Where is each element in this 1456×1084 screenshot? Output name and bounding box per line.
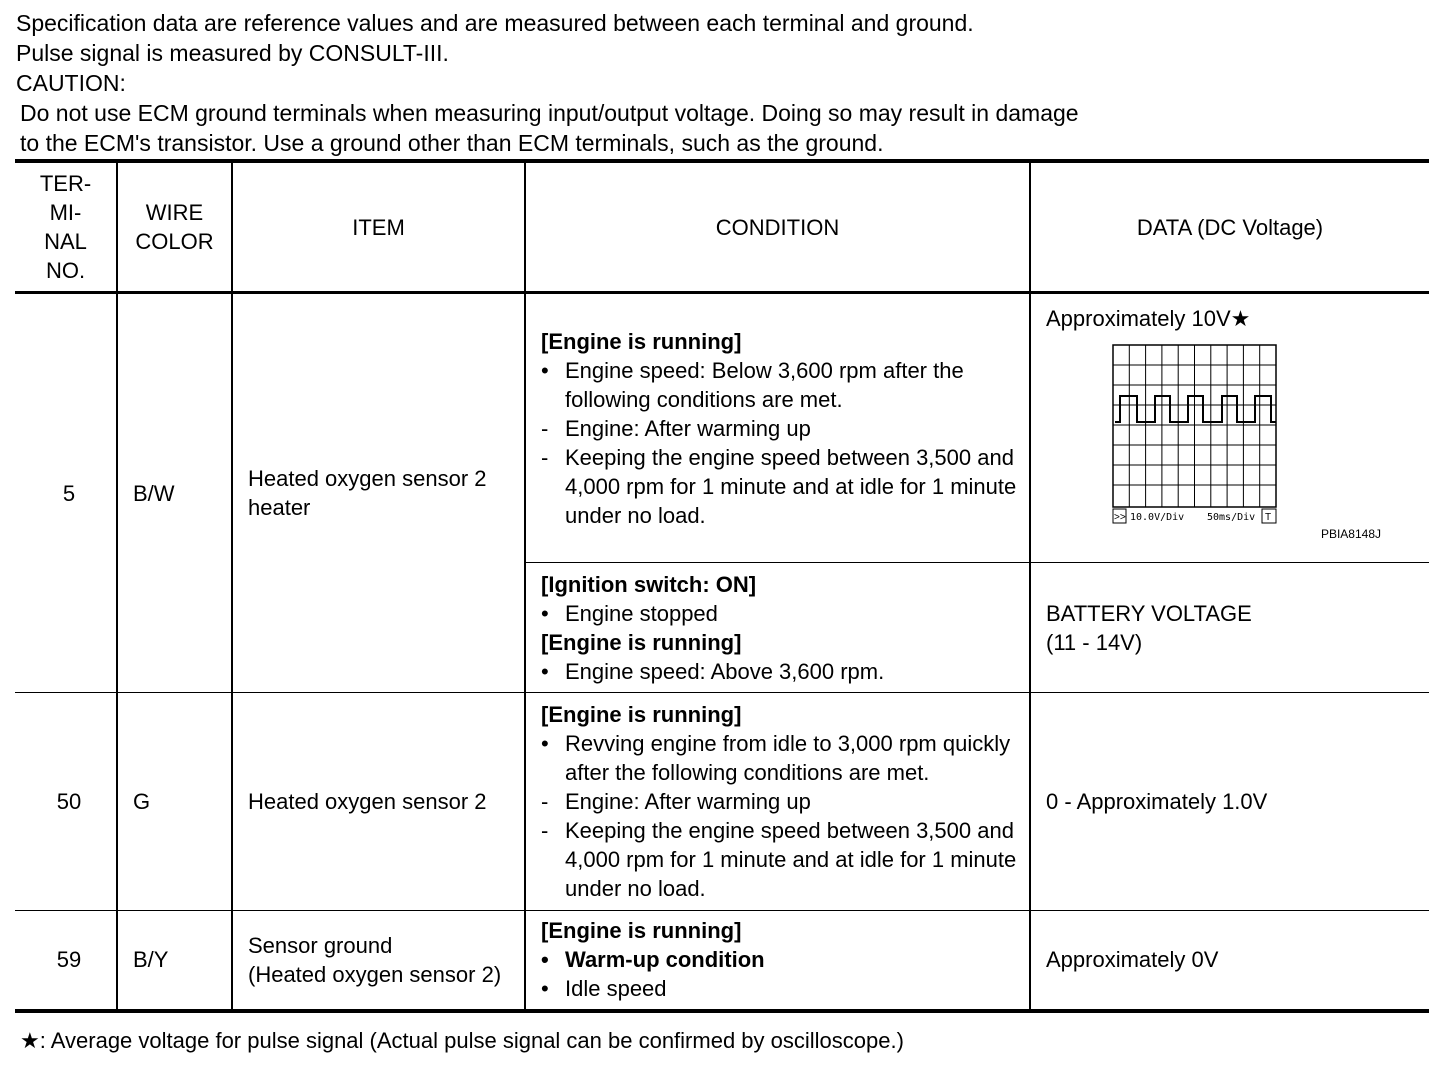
footnote [20,1026,904,1056]
data-cell [1030,293,1429,563]
wire-color-cell: B/Y [117,911,232,1011]
condition-cell [525,293,1030,563]
terminal-cell: 5 [15,293,117,693]
list-item: - Keeping the engine speed between 3,500 and 4,000 rpm for 1 minute and at idle for 1 minute under no load. [541,444,1017,528]
condition-heading: [Engine is running] [541,328,742,354]
oscilloscope-waveform-icon [1112,344,1278,526]
scope-volts-label: 10.0V/Div [1130,512,1185,523]
scope-trigger-label: T [1265,512,1272,523]
terminal-cell: 50 [15,693,117,911]
header-item: ITEM [232,161,525,293]
list-item: - Engine: After warming up [541,789,811,814]
table-row [15,911,1429,1011]
data-cell: 0 - Approximately 1.0V [1030,693,1429,911]
spec-note: Specification data are reference values and are measured between each terminal and ground. [16,10,974,36]
header-wire-color: WIRE COLOR [117,161,232,293]
list-item: • Engine speed: Below 3,600 rpm after the following conditions are met. [541,357,964,412]
caution-text-1: Do not use ECM ground terminals when measuring input/output voltage. Doing so may result in damage [20,100,1079,126]
condition-cell [525,563,1030,693]
data-cell: BATTERY VOLTAGE (11 - 14V) [1030,563,1429,693]
caution-label: CAUTION: [16,70,126,96]
list-item: - Engine: After warming up [541,415,811,441]
star-icon: ★ [1230,306,1251,331]
table-row [15,293,1429,563]
wire-color-cell: G [117,693,232,911]
intro-notes [16,8,1079,158]
header-condition: CONDITION [525,161,1030,293]
header-data: DATA (DC Voltage) [1030,161,1429,293]
condition-heading: [Engine is running] [541,702,742,727]
list-item: - Keeping the engine speed between 3,500 and 4,000 rpm for 1 minute and at idle for 1 minute under no load. [541,818,1017,901]
list-item: • Idle speed [541,976,667,1002]
table-row [15,693,1429,911]
list-item: • Engine stopped [541,600,718,626]
wire-color-cell: B/W [117,293,232,693]
condition-heading: [Engine is running] [541,629,742,655]
star-icon: ★ [20,1028,40,1053]
svg-text:>>: >> [1114,512,1126,523]
list-item: • Engine speed: Above 3,600 rpm. [541,658,885,684]
condition-cell [525,911,1030,1011]
list-item: • Revving engine from idle to 3,000 rpm quickly after the following conditions are met. [541,731,1011,785]
table-header-row [15,161,1429,293]
condition-heading: [Ignition switch: ON] [541,571,757,597]
data-cell: Approximately 0V [1030,911,1429,1011]
figure-code: PBIA8148J [1320,527,1381,541]
item-cell: Heated oxygen sensor 2 [232,693,525,911]
terminal-cell: 59 [15,911,117,1011]
pulse-note: Pulse signal is measured by CONSULT-III. [16,40,449,66]
condition-cell [525,693,1030,911]
data-value: Approximately 10V [1046,306,1231,331]
header-terminal: TER- MI- NAL NO. [15,161,117,293]
list-item: • Warm-up condition [541,947,765,973]
item-cell: Heated oxygen sensor 2 heater [232,293,525,693]
scope-time-label: 50ms/Div [1207,512,1256,523]
condition-heading: [Engine is running] [541,918,742,944]
ecm-terminal-table [15,159,1429,1013]
footnote-text: : Average voltage for pulse signal (Actual pulse signal can be confirmed by oscilloscope.) [39,1028,904,1053]
caution-text-2: to the ECM's transistor. Use a ground other than ECM terminals, such as the ground. [20,130,884,156]
item-cell: Sensor ground (Heated oxygen sensor 2) [232,911,525,1011]
